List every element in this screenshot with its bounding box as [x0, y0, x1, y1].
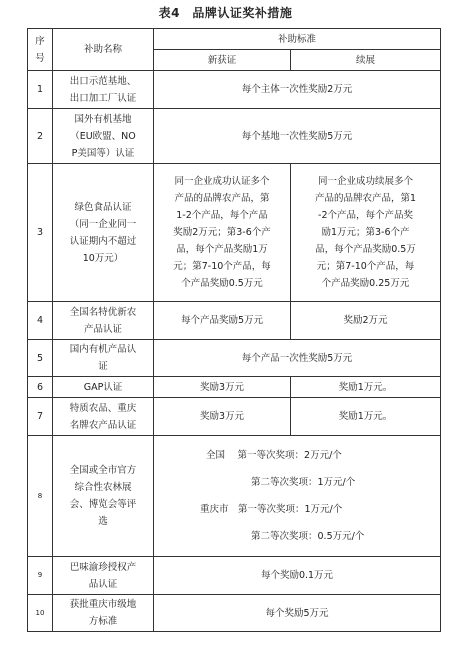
row-no: 9 — [28, 557, 53, 595]
row-name: 国内有机产品认 证 — [53, 340, 154, 377]
row-award-tiers — [154, 436, 441, 557]
row-name: 巴味渝珍授权产 品认证 — [53, 557, 154, 595]
row-name: GAP认证 — [53, 377, 154, 398]
row-no: 1 — [28, 71, 53, 109]
row-no: 6 — [28, 377, 53, 398]
row-merged-standard: 每个奖励0.1万元 — [154, 557, 441, 595]
row-no: 10 — [28, 595, 53, 632]
table-title: 表4 品牌认证奖补措施 — [158, 6, 293, 20]
row-no: 8 — [28, 436, 53, 557]
header-name: 补助名称 — [53, 29, 154, 71]
subsidy-table — [27, 28, 441, 632]
row-name: 全国名特优新农 产品认证 — [53, 302, 154, 340]
header-new: 新获证 — [154, 50, 291, 71]
row-no: 2 — [28, 109, 53, 164]
table-row — [28, 377, 441, 398]
row-no: 3 — [28, 164, 53, 302]
header-row — [28, 29, 441, 50]
header-renew: 续展 — [291, 50, 441, 71]
row-name: 获批重庆市级地 方标准 — [53, 595, 154, 632]
award-chongqing-second: 第二等次奖项：0.5万元/个 — [251, 531, 365, 542]
row-renew-standard: 奖励1万元。 — [291, 377, 441, 398]
row-merged-standard: 每个基地一次性奖励5万元 — [154, 109, 441, 164]
row-no: 4 — [28, 302, 53, 340]
row-renew-standard: 奖励2万元 — [291, 302, 441, 340]
table-row — [28, 398, 441, 436]
award-chongqing-first: 重庆市 第一等次奖项：1万元/个 — [200, 504, 343, 515]
award-national-second: 第二等次奖项：1万元/个 — [251, 477, 356, 488]
row-no: 7 — [28, 398, 53, 436]
row-new-standard: 奖励3万元 — [154, 377, 291, 398]
table-row — [28, 436, 441, 557]
header-standard: 补助标准 — [154, 29, 441, 50]
row-name: 出口示范基地、 出口加工厂认证 — [53, 71, 154, 109]
table-row — [28, 302, 441, 340]
row-renew-standard: 同一企业成功续展多个 产品的品牌农产品，第1 -2个产品，每个产品奖 励1万元；第3-6个产 品，每个产品奖励0.5万 元；第7-10个产品，每 个产品奖励0.25万元 — [291, 164, 441, 302]
table-row — [28, 557, 441, 595]
row-merged-standard: 每个主体一次性奖励2万元 — [154, 71, 441, 109]
table-row — [28, 71, 441, 109]
table-row — [28, 595, 441, 632]
row-new-standard: 奖励3万元 — [154, 398, 291, 436]
row-merged-standard: 每个产品一次性奖励5万元 — [154, 340, 441, 377]
row-name: 特质农品、重庆 名牌农产品认证 — [53, 398, 154, 436]
row-renew-standard: 奖励1万元。 — [291, 398, 441, 436]
table-row — [28, 340, 441, 377]
row-new-standard: 同一企业成功认证多个 产品的品牌农产品，第 1-2个产品，每个产品 奖励2万元；第3-6个产 品，每个产品奖励1万 元；第7-10个产品，每 个产品奖励0.5万元 — [154, 164, 291, 302]
award-national-first: 全国 第一等次奖项：2万元/个 — [206, 450, 342, 461]
row-name: 全国或全市官方 综合性农林展 会、博览会等评 选 — [53, 436, 154, 557]
table-row — [28, 164, 441, 302]
row-merged-standard: 每个奖励5万元 — [154, 595, 441, 632]
row-no: 5 — [28, 340, 53, 377]
header-no: 序 号 — [28, 29, 53, 71]
row-new-standard: 每个产品奖励5万元 — [154, 302, 291, 340]
row-name: 国外有机基地 （EU欧盟、NO P美国等）认证 — [53, 109, 154, 164]
row-name: 绿色食品认证 （同一企业同一 认证期内不超过 10万元） — [53, 164, 154, 302]
table-row — [28, 109, 441, 164]
